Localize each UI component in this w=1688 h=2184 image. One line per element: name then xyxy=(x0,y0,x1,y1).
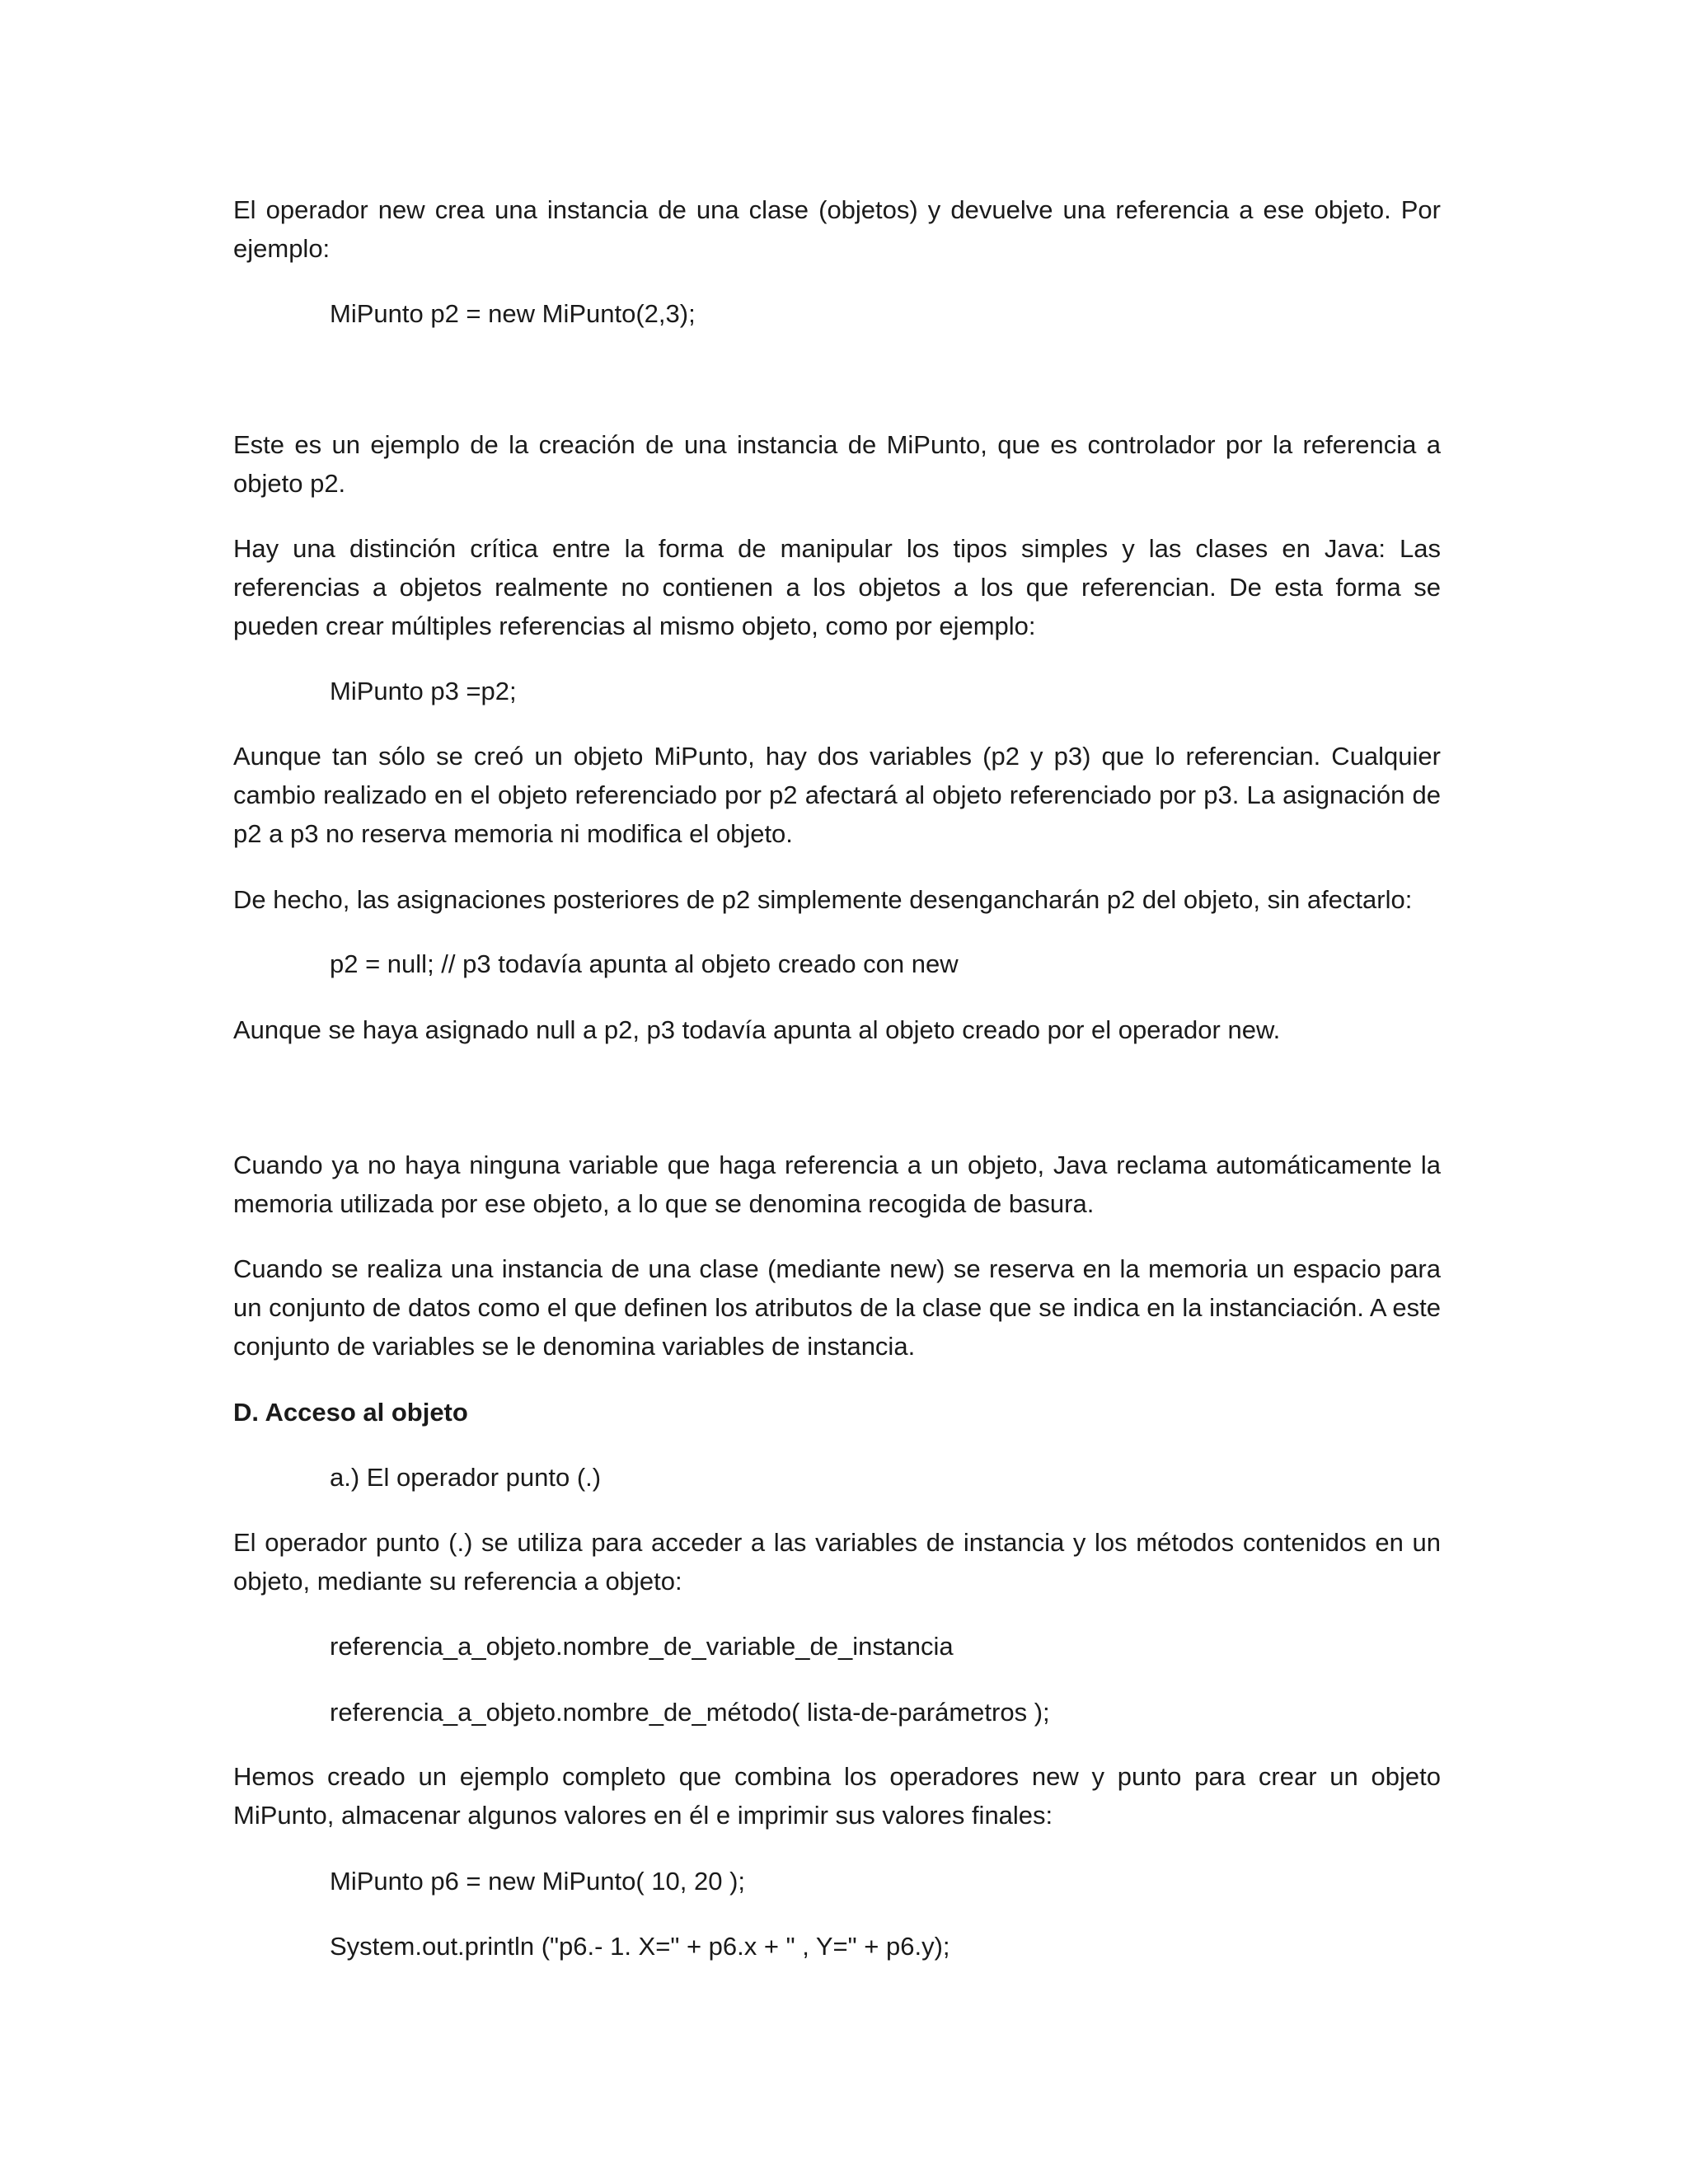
paragraph-two-variables: Aunque tan sólo se creó un objeto MiPunto, hay dos variables (p2 y p3) que lo referencian. Cualquier cambio realizado en el objeto referenciado por p2 afectará al objeto referenciado por p3. La asignación de p2 a p3 no reserva memoria ni modifica el objeto. xyxy=(233,742,1441,848)
paragraph-later-assignments: De hecho, las asignaciones posteriores de p2 simplemente desengancharán p2 del objeto, sin afectarlo: xyxy=(233,885,1413,914)
code-line-new-p6: MiPunto p6 = new MiPunto( 10, 20 ); xyxy=(330,1867,746,1896)
code-line-p2-null: p2 = null; // p3 todavía apunta al objeto creado con new xyxy=(330,949,959,978)
paragraph-instance-example: Este es un ejemplo de la creación de una instancia de MiPunto, que es controlador por la referencia a objeto p2. xyxy=(233,430,1441,498)
code-line-instance-variable: referencia_a_objeto.nombre_de_variable_de_instancia xyxy=(330,1632,954,1661)
section-heading: D. Acceso al objeto xyxy=(233,1398,468,1427)
code-line-new-mipunto: MiPunto p2 = new MiPunto(2,3); xyxy=(330,299,696,328)
paragraph-complete-example: Hemos creado un ejemplo completo que combina los operadores new y punto para crear un objeto MiPunto, almacenar algunos valores en él e imprimir sus valores finales: xyxy=(233,1762,1441,1830)
paragraph-instance-variables: Cuando se realiza una instancia de una clase (mediante new) se reserva en la memoria un espacio para un conjunto de datos como el que definen los atributos de la clase que se indica en la instanciación. A este conjunto de variables se le denomina variables de instancia. xyxy=(233,1254,1441,1361)
code-line-println: System.out.println ("p6.- 1. X=" + p6.x + " , Y=" + p6.y); xyxy=(330,1932,950,1961)
paragraph-critical-distinction: Hay una distinción crítica entre la forma de manipular los tipos simples y las clases en Java: Las referencias a objetos realmente no contienen a los objetos a los que referencian. De esta forma se pueden crear múltiples referencias al mismo objeto, como por ejemplo: xyxy=(233,534,1441,640)
code-line-method-call: referencia_a_objeto.nombre_de_método( lista-de-parámetros ); xyxy=(330,1698,1050,1727)
paragraph-new-operator: El operador new crea una instancia de una clase (objetos) y devuelve una referencia a ese objeto. Por ejemplo: xyxy=(233,195,1441,263)
paragraph-null-assigned: Aunque se haya asignado null a p2, p3 todavía apunta al objeto creado por el operador new. xyxy=(233,1015,1281,1044)
code-line-p3-assign: MiPunto p3 =p2; xyxy=(330,677,517,705)
paragraph-dot-operator: El operador punto (.) se utiliza para acceder a las variables de instancia y los métodos contenidos en un objeto, mediante su referencia a objeto: xyxy=(233,1528,1441,1596)
subsection-heading: a.) El operador punto (.) xyxy=(330,1463,602,1492)
paragraph-garbage-collection: Cuando ya no haya ninguna variable que haga referencia a un objeto, Java reclama automáticamente la memoria utilizada por ese objeto, a lo que se denomina recogida de basura. xyxy=(233,1151,1441,1218)
